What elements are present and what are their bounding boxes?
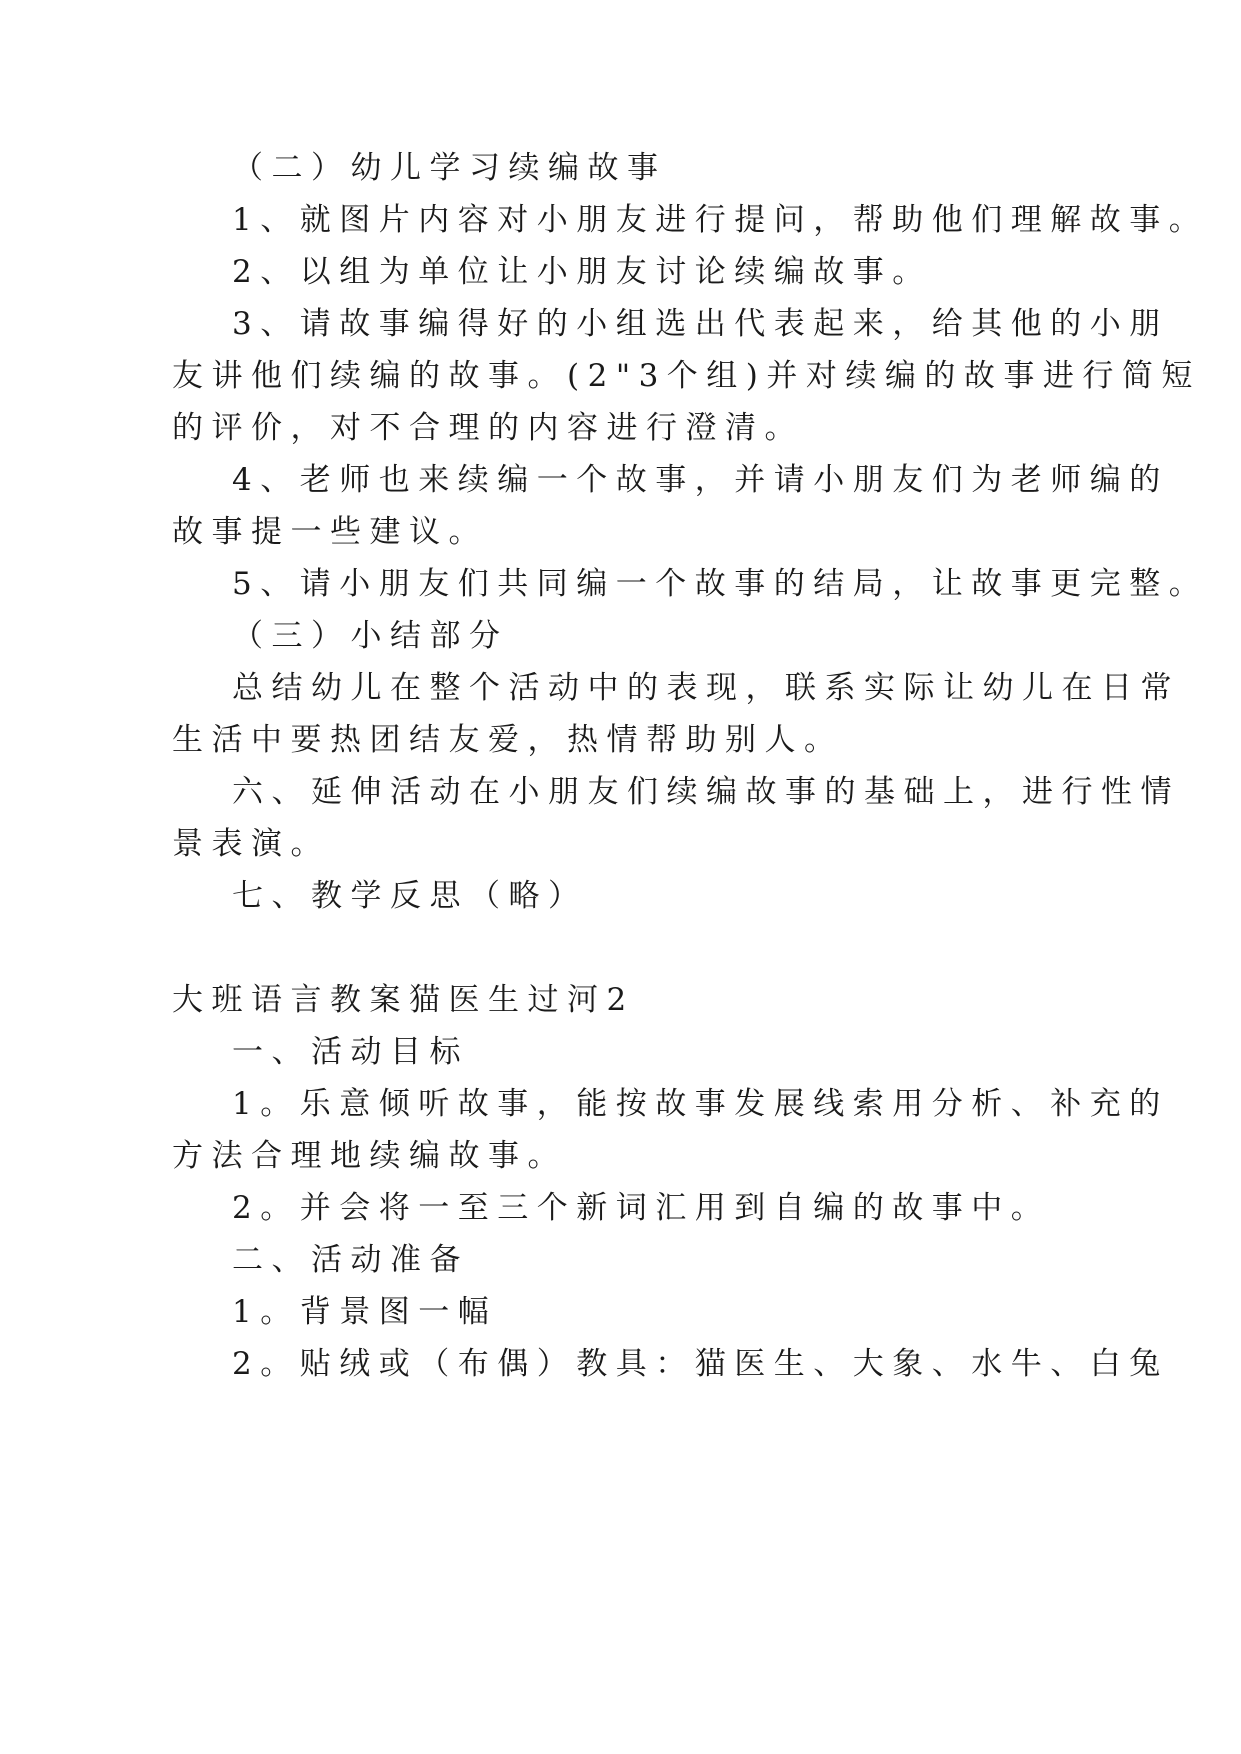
paragraph-line: 方法合理地续编故事。 [172,1138,567,1174]
section-heading-2: （二）幼儿学习续编故事 [232,150,667,186]
document-title: 大班语言教案猫医生过河2 [172,982,635,1018]
paragraph-line: 故事提一些建议。 [172,514,488,550]
paragraph-line: 景表演。 [172,826,330,862]
section-heading: 二、活动准备 [232,1242,469,1278]
paragraph-line: 六、延伸活动在小朋友们续编故事的基础上，进行性情 [232,774,1180,810]
paragraph-line: 4、老师也来续编一个故事，并请小朋友们为老师编的 [232,462,1169,498]
paragraph-line: 5、请小朋友们共同编一个故事的结局，让故事更完整。 [232,566,1209,602]
paragraph-line: 1。背景图一幅 [232,1294,498,1330]
paragraph-line: 2。并会将一至三个新词汇用到自编的故事中。 [232,1190,1051,1226]
paragraph-line: 生活中要热团结友爱，热情帮助别人。 [172,722,844,758]
paragraph-line: 1。乐意倾听故事，能按故事发展线索用分析、补充的 [232,1086,1169,1122]
paragraph-line: 2、以组为单位让小朋友讨论续编故事。 [232,254,932,290]
paragraph-line: 友讲他们续编的故事。(2"3个组)并对续编的故事进行简短 [172,358,1201,394]
section-heading-3: （三）小结部分 [232,618,509,654]
section-heading: 一、活动目标 [232,1034,469,1070]
paragraph-line: 2。贴绒或（布偶）教具：猫医生、大象、水牛、白兔 [232,1346,1169,1382]
paragraph-line: 的评价，对不合理的内容进行澄清。 [172,410,804,446]
paragraph-line: 总结幼儿在整个活动中的表现，联系实际让幼儿在日常 [232,670,1180,706]
paragraph-line: 1、就图片内容对小朋友进行提问，帮助他们理解故事。 [232,202,1209,238]
paragraph-line: 3、请故事编得好的小组选出代表起来，给其他的小朋 [232,306,1169,342]
paragraph-line: 七、教学反思（略） [232,878,588,914]
